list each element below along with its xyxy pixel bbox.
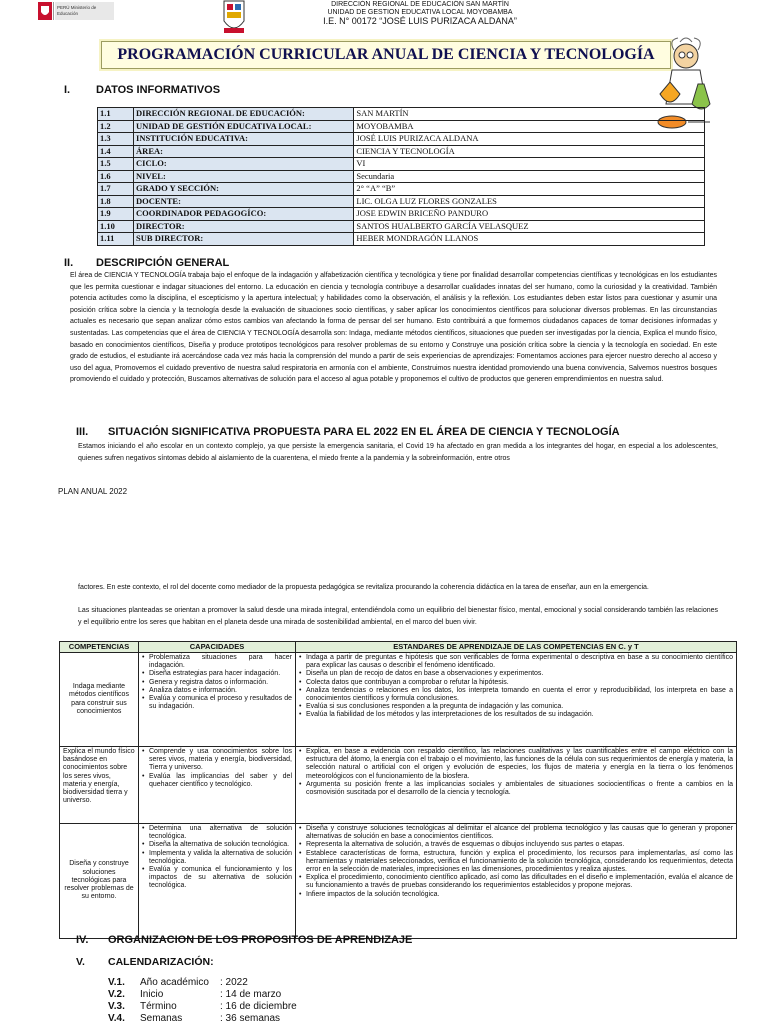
- calendar-item: [108, 1013, 408, 1025]
- calendar-item: [108, 977, 408, 989]
- calendar-item: [108, 1001, 408, 1013]
- capacity-item: • Comprende y usa conocimientos sobre los seres vivos, materia y energía, biodiversidad, Tierra y universo.: [149, 748, 292, 773]
- info-value: HEBER MONDRAGÓN LLANOS: [354, 233, 705, 246]
- info-row: [98, 170, 705, 183]
- info-number: 1.1: [98, 108, 134, 121]
- description-paragraph: El área de CIENCIA Y TECNOLOGÍA trabaja bajo el enfoque de la indagación y alfabetización científica y tecnológica y tiene por finalidad desarrollar competencias científicas y tecnológicas en los estudiantes que les permita cuestionar e indagar situaciones del entorno. La educación en ciencia y tecnología contribuye a desarrollar cualidades innatas del ser humano, como la curiosidad y la creatividad. También potencia actitudes como la disciplina, el escepticismo y la apertura intelectual; y habilidades como la observación, el análisis y la reflexión. Los estudiantes deben estar listos para cuestionar y asumir una posición crítica sobre la ciencia y la tecnología desde la evaluación de situaciones socio científicas, y saber aplicar los conocimientos científicos para solucionar diversos problemas. En las circunstancias actuales es necesario que sepan analizar cómo estos cambios van afectando la forma de pensar del ser humano. Esto contribuirá a que formemos ciudadanos capaces de tomar decisiones informadas y sustentadas. Las competencias que el área de CIENCIA Y TECNOLOGÍA desarrolla son: Indaga, mediante métodos científicos, situaciones que pueden ser investigadas por la ciencia, Explica el mundo físico, basado en conocimientos científicos, Diseña y produce prototipos tecnológicos para resolver problemas de su entorno y Construye una posición crítica sobre la ciencia y la tecnología en sociedad. En este grado de estudios, el estudiante irá acercándose cada vez más hacia la comprensión del mundo a partir de seis experiencias de aprendizajes: Fomentamos acciones para ejercer nuestro derecho al acceso y uso del agua, Promovemos el cuidado preventivo de nuestra salud respiratoria en armonía con el ambiente, Construimos nuestra identidad promoviendo una buena convivencia, Salvemos nuestros bosques promoviendo el cuidado y protección, Buscamos alternativas de solución para el acceso al agua potable y proponemos el cultivo de productos que generen emprendimientos en nuestra salud.: [70, 272, 717, 384]
- info-row: [98, 195, 705, 208]
- capacity-item: • Evalúa y comunica el proceso y resultados de su indagación.: [149, 695, 292, 711]
- info-key: NIVEL:: [134, 170, 354, 183]
- competency-name: Diseña y construye soluciones tecnológicas para resolver problemas de su entorno.: [60, 824, 139, 939]
- standard-list: [296, 747, 737, 824]
- calendar-value: : 36 semanas: [220, 1013, 281, 1024]
- info-number: 1.3: [98, 133, 134, 146]
- info-row: [98, 120, 705, 133]
- standard-item: • Colecta datos que contribuyan a comprobar o refutar la hipótesis.: [306, 679, 733, 687]
- info-key: INSTITUCIÓN EDUCATIVA:: [134, 133, 354, 146]
- capacity-item: • Evalúa las implicancias del saber y del quehacer científico y tecnológico.: [149, 773, 292, 789]
- capacity-list: [139, 653, 296, 747]
- crest-icon: [222, 0, 246, 34]
- competency-row: [60, 653, 737, 747]
- info-row: [98, 233, 705, 246]
- info-key: DIRECTOR:: [134, 220, 354, 233]
- calendar-value: : 14 de marzo: [220, 989, 282, 1000]
- header-line-2: UNIDAD DE GESTION EDUCATIVA LOCAL MOYOBAMBA: [327, 9, 513, 16]
- standard-item: • Diseña un plan de recojo de datos en base a observaciones y experimentos.: [306, 670, 733, 678]
- info-row: [98, 133, 705, 146]
- info-value: VI: [354, 158, 705, 171]
- info-value: JOSE EDWIN BRICEÑO PANDURO: [354, 208, 705, 221]
- standard-item: • Diseña y construye soluciones tecnológicas al delimitar el alcance del problema tecnológico y las causas que lo generan y proponer alternativas de solución en base a conocimientos científicos.: [306, 825, 733, 841]
- info-key: ÁREA:: [134, 145, 354, 158]
- calendar-label: Semanas: [140, 1013, 183, 1024]
- situation-paragraph-2: factores. En este contexto, el rol del docente como mediador de la propuesta pedagógica se revitaliza procurando la coherencia didáctica en la tarea de enseñar, aun en la emergencia.: [78, 584, 649, 591]
- info-value: Secundaria: [354, 170, 705, 183]
- calendar-item: [108, 989, 408, 1001]
- standard-item: • Infiere impactos de la solución tecnológica.: [306, 891, 733, 899]
- section-4-heading: IV. ORGANIZACION DE LOS PROPOSITOS DE APRENDIZAJE: [76, 934, 413, 946]
- minedu-logo: [38, 2, 114, 20]
- info-value: 2° “A” “B”: [354, 183, 705, 196]
- info-number: 1.10: [98, 220, 134, 233]
- info-row: [98, 220, 705, 233]
- capacity-item: • Diseña la alternativa de solución tecnológica.: [149, 841, 292, 849]
- standard-list: [296, 824, 737, 939]
- standard-item: • Explica el procedimiento, conocimiento científico aplicado, así como las dificultades en el diseño e implementación, evalúa el alcance de su funcionamiento a través de pruebas considerando los requerimientos establecidos y propone mejoras.: [306, 874, 733, 890]
- standard-item: • Indaga a partir de preguntas e hipótesis que son verificables de forma experimental o descriptiva en base a su conocimiento científico para explicar las causas o describir el fenómeno identificado.: [306, 654, 733, 670]
- calendar-label: Año académico: [140, 977, 209, 988]
- standard-item: • Explica, en base a evidencia con respaldo científico, las relaciones cualitativas y las cuantificables entre el campo eléctrico con la estructura del átomo, la energía con el trabajo o el movimiento, las funciones de la célula con sus requerimientos de energía y materia, la selección natural o artificial con el origen y evolución de especies, los flujos de materia y energía en la tierra o los fenómenos meteorológicos con el funcionamiento de la biosfera.: [306, 748, 733, 781]
- header-line-1: DIRECCIÓN REGIONAL DE EDUCACIÓN SAN MARTÍN: [331, 1, 509, 8]
- info-key: GRADO Y SECCIÓN:: [134, 183, 354, 196]
- info-value: CIENCIA Y TECNOLOGÍA: [354, 145, 705, 158]
- info-row: [98, 183, 705, 196]
- capacity-item: • Determina una alternativa de solución tecnológica.: [149, 825, 292, 841]
- capacity-item: • Diseña estrategias para hacer indagación.: [149, 670, 292, 678]
- section-2-heading: II. DESCRIPCIÓN GENERAL: [64, 257, 230, 269]
- capacity-item: • Genera y registra datos o información.: [149, 679, 292, 687]
- info-row: [98, 145, 705, 158]
- info-value: MOYOBAMBA: [354, 120, 705, 133]
- section-3-heading: III. SITUACIÓN SIGNIFICATIVA PROPUESTA PARA EL 2022 EN EL ÁREA DE CIENCIA Y TECNOLOGÍA: [76, 426, 620, 438]
- page-title: PROGRAMACIÓN CURRICULAR ANUAL DE CIENCIA Y TECNOLOGÍA: [101, 41, 671, 69]
- calendar-key: V.3.: [108, 1001, 125, 1012]
- competency-name: Indaga mediante métodos científicos para construir sus conocimientos: [60, 653, 139, 747]
- school-crest: [222, 0, 246, 34]
- info-value: SANTOS HUALBERTO GARCÍA VELASQUEZ: [354, 220, 705, 233]
- header-capacidades: CAPACIDADES: [139, 642, 296, 653]
- header-line-3: I.E. N° 00172 “JOSÉ LUIS PURIZACA ALDANA”: [323, 16, 517, 26]
- competencies-table: [59, 641, 737, 939]
- calendar-value: : 2022: [220, 977, 248, 988]
- standard-item: • Analiza tendencias o relaciones en los datos, los interpreta tomando en cuenta el error y reproducibilidad, los interpreta en base a conocimientos científicos y formula conclusiones.: [306, 687, 733, 703]
- standard-item: • Argumenta su posición frente a las implicancias sociales y ambientales de situaciones sociocientíficas o frente a cambios en la cosmovisión suscitada por el desarrollo de la ciencia y tecnología.: [306, 781, 733, 797]
- competencies-table-header: [60, 642, 737, 653]
- standard-list: [296, 653, 737, 747]
- standard-item: • Representa la alternativa de solución, a través de esquemas o dibujos incluyendo sus partes o etapas.: [306, 841, 733, 849]
- calendar-key: V.4.: [108, 1013, 125, 1024]
- info-key: CICLO:: [134, 158, 354, 171]
- section-1-heading: I. DATOS INFORMATIVOS: [64, 84, 221, 96]
- info-table: [97, 107, 705, 246]
- info-number: 1.9: [98, 208, 134, 221]
- calendar-label: Inicio: [140, 989, 164, 1000]
- info-key: SUB DIRECTOR:: [134, 233, 354, 246]
- info-key: DOCENTE:: [134, 195, 354, 208]
- standard-item: • Evalúa si sus conclusiones responden a la pregunta de indagación y las comunica.: [306, 703, 733, 711]
- standard-item: • Establece características de forma, estructura, función y explica el procedimiento, los recursos para implementarlas, así como las herramientas y materiales seleccionados, verifica el funcionamiento de la solución tecnológica, considerando los requerimientos, detecta error en la selección de materiales, imprecisiones en las dimensiones, procedimientos y realiza ajustes.: [306, 850, 733, 875]
- capacity-list: [139, 747, 296, 824]
- info-number: 1.5: [98, 158, 134, 171]
- calendar-value: : 16 de diciembre: [220, 1001, 297, 1012]
- info-key: DIRECCIÓN REGIONAL DE EDUCACIÓN:: [134, 108, 354, 121]
- info-number: 1.11: [98, 233, 134, 246]
- calendar-key: V.2.: [108, 989, 125, 1000]
- info-key: COORDINADOR PEDAGOGÍCO:: [134, 208, 354, 221]
- info-number: 1.2: [98, 120, 134, 133]
- minedu-logo-text: PERÚ Ministerio de Educación: [57, 5, 97, 16]
- info-number: 1.4: [98, 145, 134, 158]
- section-5-heading: V. CALENDARIZACIÓN:: [76, 956, 214, 968]
- calendar-key: V.1.: [108, 977, 125, 988]
- calendar-list: [108, 977, 408, 1025]
- situation-paragraph-1: Estamos iniciando el año escolar en un contexto complejo, ya que persiste la emergencia sanitaria, el Covid 19 ha afectado en gran medida a los integrantes del hogar, en especial a los adolescentes, quienes sufren negativos síntomas debido al aislamiento de la cuarentena, el miedo frente a la pandemia y la sobreinformación, entre otros: [78, 443, 718, 462]
- capacity-item: • Implementa y valida la alternativa de solución tecnológica.: [149, 850, 292, 866]
- info-value: JOSÉ LUIS PURIZACA ALDANA: [354, 133, 705, 146]
- info-value: LIC. OLGA LUZ FLORES GONZALES: [354, 195, 705, 208]
- capacity-item: • Problematiza situaciones para hacer indagación.: [149, 654, 292, 670]
- situation-paragraph-3: Las situaciones planteadas se orientan a promover la salud desde una mirada integral, entendiéndola como un equilibrio del bienestar físico, mental, emocional y social considerando también las relaciones y el equilibrio entre los seres que habitan en el planeta desde una mirada de sostenibilidad ambiental, en el marco del buen vivir.: [78, 607, 718, 626]
- info-value: SAN MARTÍN: [354, 108, 705, 121]
- competency-row: [60, 824, 737, 939]
- info-number: 1.6: [98, 170, 134, 183]
- capacity-list: [139, 824, 296, 939]
- info-number: 1.7: [98, 183, 134, 196]
- info-key: UNIDAD DE GESTIÓN EDUCATIVA LOCAL:: [134, 120, 354, 133]
- capacity-item: • Analiza datos e información.: [149, 687, 292, 695]
- footer-label: PLAN ANUAL 2022: [58, 487, 128, 496]
- info-row: [98, 158, 705, 171]
- info-number: 1.8: [98, 195, 134, 208]
- standard-item: • Evalúa la fiabilidad de los métodos y las interpretaciones de los resultados de su indagación.: [306, 711, 733, 719]
- calendar-label: Término: [140, 1001, 177, 1012]
- competency-name: Explica el mundo físico basándose en conocimientos sobre los seres vivos, materia y energía, biodiversidad tierra y universo.: [60, 747, 139, 824]
- info-row: [98, 108, 705, 121]
- header-competencias: COMPETENCIAS: [60, 642, 139, 653]
- competency-row: [60, 747, 737, 824]
- capacity-item: • Evalúa y comunica el funcionamiento y los impactos de su alternativa de solución tecnológica.: [149, 866, 292, 891]
- info-row: [98, 208, 705, 221]
- header-estandares: ESTANDARES DE APRENDIZAJE DE LAS COMPETENCIAS EN C. y T: [296, 642, 737, 653]
